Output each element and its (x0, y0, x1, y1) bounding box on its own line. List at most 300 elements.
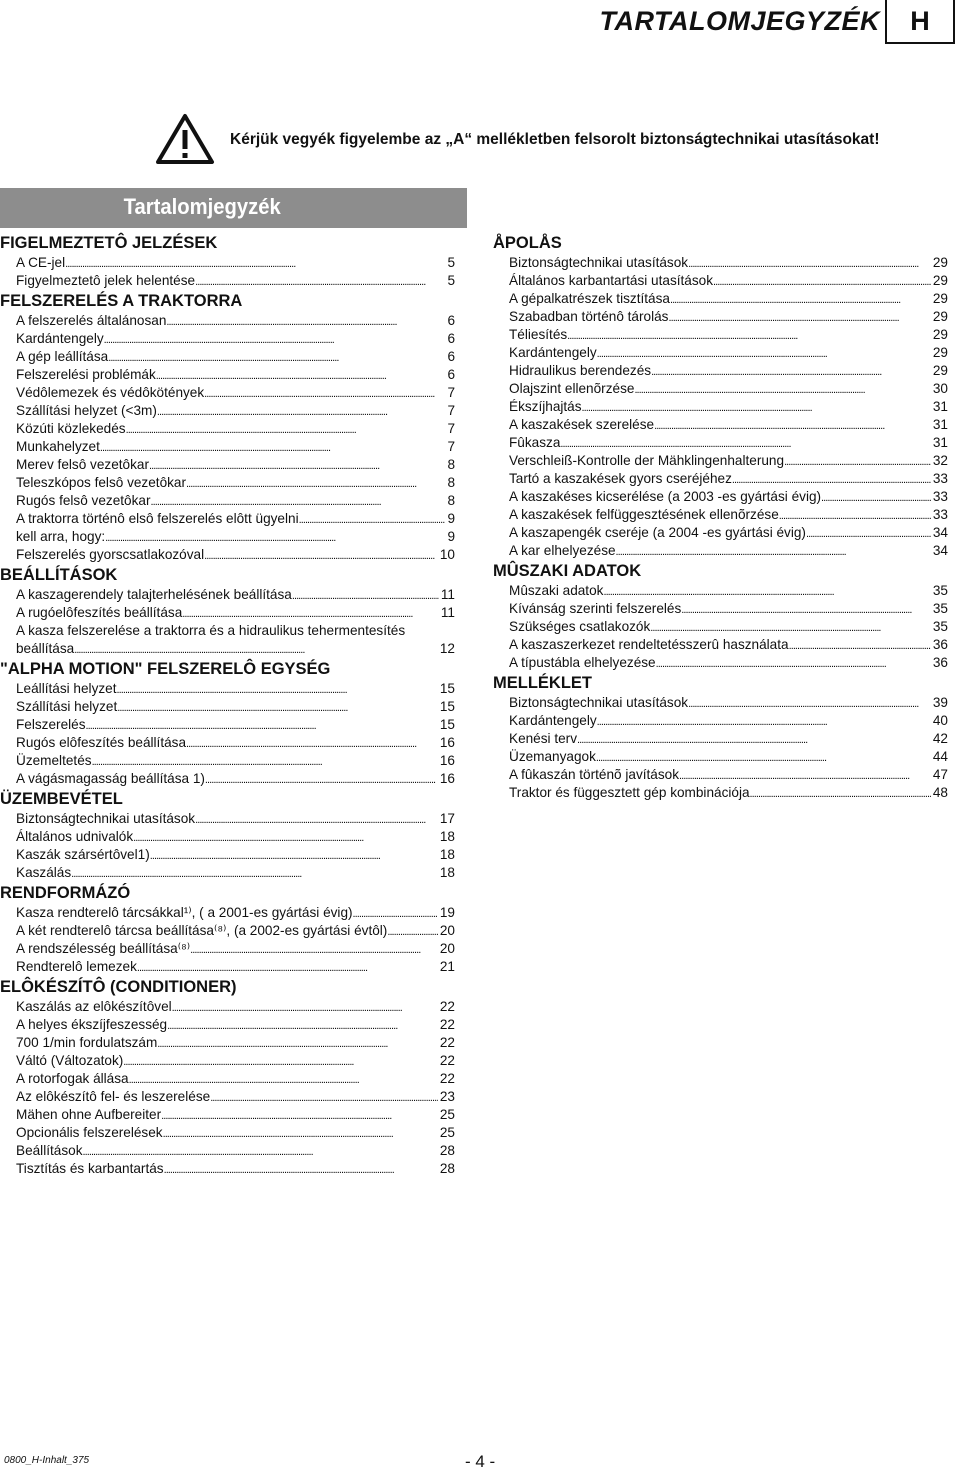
toc-entry-text: Váltó (Változatok) (16, 1053, 124, 1068)
toc-entry[interactable] (0, 698, 455, 716)
toc-entry-page: 44 (932, 749, 948, 764)
dot-leader (100, 438, 446, 457)
toc-entry-page: 20 (439, 941, 455, 956)
toc-entry[interactable] (493, 488, 948, 506)
toc-entry-page: 5 (447, 255, 455, 270)
toc-entry-text: A gép leállítása (16, 349, 109, 364)
dot-leader (163, 1124, 438, 1143)
toc-entry[interactable] (0, 810, 455, 828)
dot-leader (299, 510, 446, 529)
dot-leader (616, 542, 931, 561)
toc-entry-text: A kaszagerendely talajterhelésének beállítása (16, 587, 292, 602)
toc-entry-page: 8 (447, 475, 455, 490)
toc-entry-text: Kardántengely (16, 331, 104, 346)
dot-leader (713, 272, 931, 291)
toc-entry[interactable] (0, 366, 455, 384)
toc-entry-page: 16 (439, 771, 455, 786)
toc-entry-text: Kenési terv (509, 731, 578, 746)
section-title: ÜZEMBEVÉTEL (0, 790, 123, 808)
toc-entry-page: 34 (932, 543, 948, 558)
toc-entry-page: 29 (932, 255, 948, 270)
dot-leader (634, 380, 930, 399)
dot-leader (117, 680, 438, 699)
toc-entry[interactable] (0, 348, 455, 366)
dot-leader (596, 748, 931, 767)
toc-entry-text: Kívánság szerinti felszerelés (509, 601, 682, 616)
toc-entry-page: 7 (447, 421, 455, 436)
toc-entry-page: 5 (447, 273, 455, 288)
toc-entry-page: 29 (932, 327, 948, 342)
toc-entry-page: 25 (439, 1125, 455, 1140)
toc-entry[interactable] (0, 958, 455, 976)
toc-entry-page: 40 (932, 713, 948, 728)
toc-entry-page: 9 (447, 511, 455, 526)
toc-entry-text: Beállítások (16, 1143, 83, 1158)
toc-entry[interactable] (0, 510, 455, 528)
toc-entry-text: Kasza rendterelô tárcsákkal¹⁾, ( a 2001-es gyártási évig) (16, 905, 353, 920)
toc-entry-text: Általános karbantartási utasítások (509, 273, 714, 288)
toc-entry-text: A kaszaszerkezet rendeltetésszerû használata (509, 637, 789, 652)
section-title: "ALPHA MOTION" FELSZERELÔ EGYSÉG (0, 660, 331, 678)
toc-entry-page: 29 (932, 273, 948, 288)
toc-entry-text: A rendszélesség beállítása⁽⁸⁾ (16, 941, 191, 956)
dot-leader (92, 752, 438, 771)
toc-entry-text: A kaszakések felfüggesztésének ellenõrzése (509, 507, 779, 522)
dot-leader (577, 730, 931, 749)
toc-entry-text: Munkahelyzet (16, 439, 100, 454)
toc-entry-page: 34 (932, 525, 948, 540)
toc-entry[interactable] (0, 1070, 455, 1088)
toc-entry-text: Üzemeltetés (16, 753, 92, 768)
safety-notice: Kérjük vegyék figyelembe az „A“ mellékletben felsorolt biztonságtechnikai utasításokat! (230, 131, 880, 148)
toc-entry[interactable] (493, 766, 948, 784)
toc-entry[interactable] (493, 636, 948, 654)
dot-leader (108, 348, 445, 367)
toc-entry[interactable] (493, 542, 948, 560)
toc-entry-text: Fûkasza (509, 435, 561, 450)
page-number: - 4 - (465, 1452, 496, 1471)
toc-entry[interactable] (0, 402, 455, 420)
toc-entry[interactable] (0, 456, 455, 474)
toc-entry[interactable] (493, 362, 948, 380)
toc-entry-page: 18 (439, 865, 455, 880)
dot-leader (182, 604, 439, 623)
toc-entry-text: Felszerelés (16, 717, 86, 732)
dot-leader (784, 452, 931, 471)
toc-entry-text: A típustábla elhelyezése (509, 655, 656, 670)
toc-entry-text: Ékszíjhajtás (509, 399, 582, 414)
toc-column-right (493, 232, 948, 802)
toc-entry-page: 33 (932, 507, 948, 522)
toc-entry[interactable] (493, 272, 948, 290)
toc-entry[interactable] (0, 474, 455, 492)
toc-entry-text: Kardántengely (509, 345, 597, 360)
toc-entry-page: 31 (932, 399, 948, 414)
dot-leader (166, 312, 445, 331)
toc-entry-page: 22 (439, 999, 455, 1014)
toc-entry-page: 32 (932, 453, 948, 468)
dot-leader (668, 308, 930, 327)
toc-entry-page: 28 (439, 1161, 455, 1176)
toc-entry[interactable] (0, 604, 455, 622)
toc-entry-page: 28 (439, 1143, 455, 1158)
toc-entry-text: Védôlemezek és védôkötények (16, 385, 205, 400)
toc-entry-text: Biztonságtechnikai utasítások (509, 695, 689, 710)
dot-leader (204, 546, 438, 565)
toc-entry-page: 39 (932, 695, 948, 710)
dot-leader (679, 766, 931, 785)
dot-leader (149, 456, 445, 475)
toc-entry-text: Szállítási helyzet (16, 699, 118, 714)
dot-leader (190, 940, 438, 959)
toc-entry-page: 22 (439, 1053, 455, 1068)
dot-leader (83, 1142, 438, 1161)
toc-entry[interactable] (493, 506, 948, 524)
dot-leader (157, 1034, 438, 1053)
dot-leader (186, 474, 445, 493)
toc-entry-page: 31 (932, 417, 948, 432)
dot-leader (172, 998, 438, 1017)
toc-entry-text: Teleszkópos felsô vezetôkar (16, 475, 187, 490)
language-badge: H (885, 0, 955, 44)
dot-leader (104, 330, 446, 349)
toc-entry[interactable] (493, 618, 948, 636)
toc-entry[interactable] (493, 344, 948, 362)
dot-leader (732, 470, 931, 489)
dot-leader (582, 398, 931, 417)
toc-column-left (0, 232, 455, 1178)
toc-entry-page: 19 (439, 905, 455, 920)
toc-entry-text: Kaszálás az elôkészítôvel (16, 999, 172, 1014)
toc-entry[interactable] (0, 998, 455, 1016)
toc-entry-page: 25 (439, 1107, 455, 1122)
toc-entry[interactable] (0, 1142, 455, 1160)
toc-entry-page: 23 (439, 1089, 455, 1104)
toc-entry-page: 15 (439, 681, 455, 696)
toc-entry[interactable] (493, 730, 948, 748)
section-title: FIGELMEZTETÔ JELZÉSEK (0, 234, 218, 252)
toc-entry-page: 11 (440, 587, 455, 602)
toc-entry-page: 47 (932, 767, 948, 782)
dot-leader (651, 362, 931, 381)
toc-entry[interactable] (0, 734, 455, 752)
dot-leader (292, 586, 439, 605)
toc-entry[interactable] (0, 330, 455, 348)
toc-entry[interactable] (0, 680, 455, 698)
toc-entry-text: Tisztítás és karbantartás (16, 1161, 164, 1176)
toc-entry-page: 42 (932, 731, 948, 746)
toc-entry[interactable] (0, 940, 455, 958)
toc-entry-page: 29 (932, 291, 948, 306)
toc-entry-page: 35 (932, 583, 948, 598)
toc-entry[interactable] (0, 586, 455, 604)
toc-entry-page: 33 (932, 471, 948, 486)
toc-entry[interactable] (493, 326, 948, 344)
dot-leader (126, 420, 446, 439)
section-title: RENDFORMÁZÓ (0, 884, 131, 902)
toc-entry-text: Rugós elôfeszítés beállítása (16, 735, 187, 750)
warning-icon (155, 113, 215, 165)
toc-entry-text: A CE-jel (16, 255, 66, 270)
toc-entry-text: Tartó a kaszakések gyors cseréjéhez (509, 471, 732, 486)
toc-entry-text: Figyelmeztetô jelek helentése (16, 273, 196, 288)
toc-entry[interactable] (0, 640, 455, 658)
toc-entry-text: Biztonságtechnikai utasítások (16, 811, 196, 826)
toc-entry-page: 6 (447, 331, 455, 346)
toc-entry-text: Téliesítés (509, 327, 568, 342)
dot-leader (688, 694, 931, 713)
toc-entry-page: 17 (439, 811, 455, 826)
toc-entry-text: 700 1/min fordulatszám (16, 1035, 158, 1050)
toc-entry-text: Szállítási helyzet (<3m) (16, 403, 157, 418)
toc-entry-page: 6 (447, 367, 455, 382)
toc-entry[interactable] (493, 380, 948, 398)
toc-entry[interactable] (493, 434, 948, 452)
toc-entry[interactable] (0, 384, 455, 402)
toc-entry[interactable] (0, 1052, 455, 1070)
document-title: TARTALOMJEGYZÉK (599, 6, 880, 36)
toc-entry-text: Verschleiß-Kontrolle der Mähklingenhalterung (509, 453, 785, 468)
toc-entry-text: Üzemanyagok (509, 749, 596, 764)
dot-leader (387, 922, 438, 941)
dot-leader (164, 1160, 438, 1179)
toc-entry-page: 9 (447, 529, 455, 544)
dot-leader (597, 344, 931, 363)
toc-entry-page: 8 (447, 457, 455, 472)
dot-leader (603, 582, 930, 601)
toc-entry[interactable] (0, 1106, 455, 1124)
dot-leader (650, 618, 931, 637)
section-title: BEÁLLÍTÁSOK (0, 566, 118, 584)
toc-entry[interactable] (0, 828, 455, 846)
section-title: FELSZERELÉS A TRAKTORRA (0, 292, 243, 310)
toc-entry-text: A helyes ékszíjfeszesség (16, 1017, 168, 1032)
toc-entry[interactable] (493, 600, 948, 618)
dot-leader (681, 600, 931, 619)
toc-entry-text: beállítása (16, 641, 75, 656)
toc-entry-page: 6 (447, 349, 455, 364)
toc-entry-text: A gépalkatrészek tisztítása (509, 291, 670, 306)
toc-entry[interactable] (493, 582, 948, 600)
toc-entry-page: 22 (439, 1017, 455, 1032)
toc-entry-text: Opcionális felszerelések (16, 1125, 163, 1140)
dot-leader (789, 636, 931, 655)
dot-leader (151, 492, 446, 511)
document-code: 0800_H-Inhalt_375 (4, 1455, 90, 1466)
toc-entry[interactable] (0, 716, 455, 734)
dot-leader (157, 402, 446, 421)
toc-entry[interactable] (0, 1016, 455, 1034)
toc-entry-page: 15 (439, 699, 455, 714)
toc-entry-page: 29 (932, 345, 948, 360)
toc-entry-page: 30 (932, 381, 948, 396)
dot-leader (560, 434, 931, 453)
toc-entry-text: A rotorfogak állása (16, 1071, 129, 1086)
toc-entry-page: 35 (932, 601, 948, 616)
toc-entry-page: 29 (932, 363, 948, 378)
section-title: MÛSZAKI ADATOK (493, 562, 642, 580)
toc-entry-text: Kaszálás (16, 865, 72, 880)
section-title: ELÔKÉSZÍTÔ (CONDITIONER) (0, 978, 237, 996)
toc-entry[interactable] (0, 420, 455, 438)
toc-entry-text: Kardántengely (509, 713, 597, 728)
toc-entry-page: 21 (439, 959, 455, 974)
toc-entry-text: Az elôkészítô fel- és leszerelése (16, 1089, 211, 1104)
toc-entry-page: 20 (439, 923, 455, 938)
dot-leader (195, 272, 445, 291)
toc-entry[interactable] (0, 272, 455, 290)
toc-entry-page: 10 (439, 547, 455, 562)
toc-entry[interactable] (0, 846, 455, 864)
toc-entry[interactable] (0, 864, 455, 882)
toc-entry-text: kell arra, hogy: (16, 529, 106, 544)
toc-entry-text: Traktor és függesztett gép kombinációja (509, 785, 750, 800)
dot-leader (688, 254, 931, 273)
dot-leader (156, 366, 446, 385)
toc-entry-text: Közúti közlekedés (16, 421, 126, 436)
dot-leader (133, 828, 438, 847)
toc-entry[interactable] (0, 1160, 455, 1178)
toc-entry[interactable] (493, 784, 948, 802)
toc-entry-page: 35 (932, 619, 948, 634)
toc-entry[interactable] (0, 770, 455, 788)
toc-entry-text: Mûszaki adatok (509, 583, 604, 598)
toc-entry[interactable] (493, 654, 948, 672)
toc-entry-text: Kaszák szársértôvel1) (16, 847, 150, 862)
toc-entry-text: Leállítási helyzet (16, 681, 117, 696)
toc-entry[interactable] (493, 694, 948, 712)
toc-entry[interactable] (0, 752, 455, 770)
toc-entry-page: 7 (447, 403, 455, 418)
toc-entry-page: 22 (439, 1035, 455, 1050)
dot-leader (205, 770, 438, 789)
toc-entry[interactable] (0, 492, 455, 510)
toc-entry-page: 18 (439, 829, 455, 844)
toc-entry-text: A kaszakések szerelése (509, 417, 655, 432)
dot-leader (821, 488, 931, 507)
toc-entry-text: A két rendterelô tárcsa beállítása⁽⁸⁾, (a 2002-es gyártási évtôl) (16, 923, 388, 938)
dot-leader (86, 716, 438, 735)
dot-leader (71, 864, 438, 883)
toc-entry[interactable] (493, 452, 948, 470)
toc-entry-text: Szükséges csatlakozók (509, 619, 651, 634)
dot-leader (210, 1088, 438, 1107)
toc-entry[interactable] (493, 290, 948, 308)
toc-entry-text: Mähen ohne Aufbereiter (16, 1107, 162, 1122)
dot-leader (656, 654, 931, 673)
dot-leader (204, 384, 445, 403)
toc-entry-text: A kasza felszerelése a traktorra és a hidraulikus tehermentesítés (16, 623, 406, 638)
dot-leader (567, 326, 931, 345)
section-title: ÅPOLÅS (493, 234, 562, 252)
toc-entry-page: 16 (439, 735, 455, 750)
dot-leader (779, 506, 931, 525)
toc-entry-page: 12 (439, 641, 455, 656)
dot-leader (597, 712, 931, 731)
dot-leader (750, 784, 931, 803)
toc-entry-page: 36 (932, 637, 948, 652)
section-title: MELLÉKLET (493, 674, 592, 692)
toc-entry[interactable] (493, 416, 948, 434)
dot-leader (161, 1106, 438, 1125)
dot-leader (74, 640, 438, 659)
toc-entry-page: 22 (439, 1071, 455, 1086)
toc-entry-page: 7 (447, 385, 455, 400)
toc-entry-text: A traktorra történô elsô felszerelés elôtt ügyelni (16, 511, 299, 526)
toc-entry[interactable] (493, 748, 948, 766)
dot-leader (129, 1070, 438, 1089)
dot-leader (123, 1052, 438, 1071)
toc-entry[interactable] (0, 622, 455, 640)
dot-leader (195, 810, 438, 829)
toc-entry-page: 7 (447, 439, 455, 454)
toc-entry-page: 11 (440, 605, 455, 620)
toc-entry[interactable] (493, 398, 948, 416)
toc-entry-text: A rugóelôfeszítés beállítása (16, 605, 183, 620)
toc-entry-page: 15 (439, 717, 455, 732)
toc-entry-text: Rugós felsô vezetôkar (16, 493, 151, 508)
toc-entry-page: 36 (932, 655, 948, 670)
dot-leader (186, 734, 438, 753)
toc-entry-text: A felszerelés általánosan (16, 313, 167, 328)
toc-entry[interactable] (0, 312, 455, 330)
dot-leader (654, 416, 931, 435)
toc-entry[interactable] (0, 1124, 455, 1142)
dot-leader (137, 958, 438, 977)
toc-entry-text: A vágásmagasság beállítása 1) (16, 771, 205, 786)
toc-entry-text: Szabadban történô tárolás (509, 309, 669, 324)
toc-entry[interactable] (493, 524, 948, 542)
toc-entry-text: A kar elhelyezése (509, 543, 616, 558)
toc-entry-page: 29 (932, 309, 948, 324)
toc-entry-text: Felszerelési problémák (16, 367, 156, 382)
toc-entry[interactable] (0, 1034, 455, 1052)
dot-leader (150, 846, 438, 865)
toc-entry-text: A fûkaszán történõ javítások (509, 767, 680, 782)
dot-leader (105, 528, 445, 547)
toc-entry-text: Merev felsô vezetôkar (16, 457, 149, 472)
dot-leader (353, 904, 438, 923)
toc-entry[interactable] (493, 470, 948, 488)
toc-entry-text: Rendterelô lemezek (16, 959, 137, 974)
toc-entry-page: 48 (932, 785, 948, 800)
toc-entry[interactable] (493, 254, 948, 272)
toc-entry[interactable] (0, 528, 455, 546)
toc-entry-page: 31 (932, 435, 948, 450)
toc-entry-text: A kaszakéses kicserélése (a 2003 -es gyártási évig) (509, 489, 822, 504)
toc-entry-text: Biztonságtechnikai utasítások (509, 255, 689, 270)
toc-entry[interactable] (493, 712, 948, 730)
toc-banner (0, 188, 467, 228)
toc-entry[interactable] (0, 904, 455, 922)
toc-entry-page: 6 (447, 313, 455, 328)
toc-entry[interactable] (0, 1088, 455, 1106)
toc-entry[interactable] (0, 254, 455, 272)
toc-entry[interactable] (0, 438, 455, 456)
toc-entry-text: A kaszapengék cseréje (a 2004 -es gyártási évig) (509, 525, 806, 540)
toc-entry[interactable] (493, 308, 948, 326)
dot-leader (167, 1016, 438, 1035)
toc-entry[interactable] (0, 546, 455, 564)
toc-entry-page: 18 (439, 847, 455, 862)
dot-leader (806, 524, 931, 543)
toc-entry-text: Olajszint ellenõrzése (509, 381, 635, 396)
toc-entry[interactable] (0, 922, 455, 940)
toc-entry-text: Felszerelés gyorscsatlakozóval (16, 547, 205, 562)
dot-leader (117, 698, 438, 717)
toc-entry-text: Hidraulikus berendezés (509, 363, 652, 378)
dot-leader (65, 254, 445, 273)
